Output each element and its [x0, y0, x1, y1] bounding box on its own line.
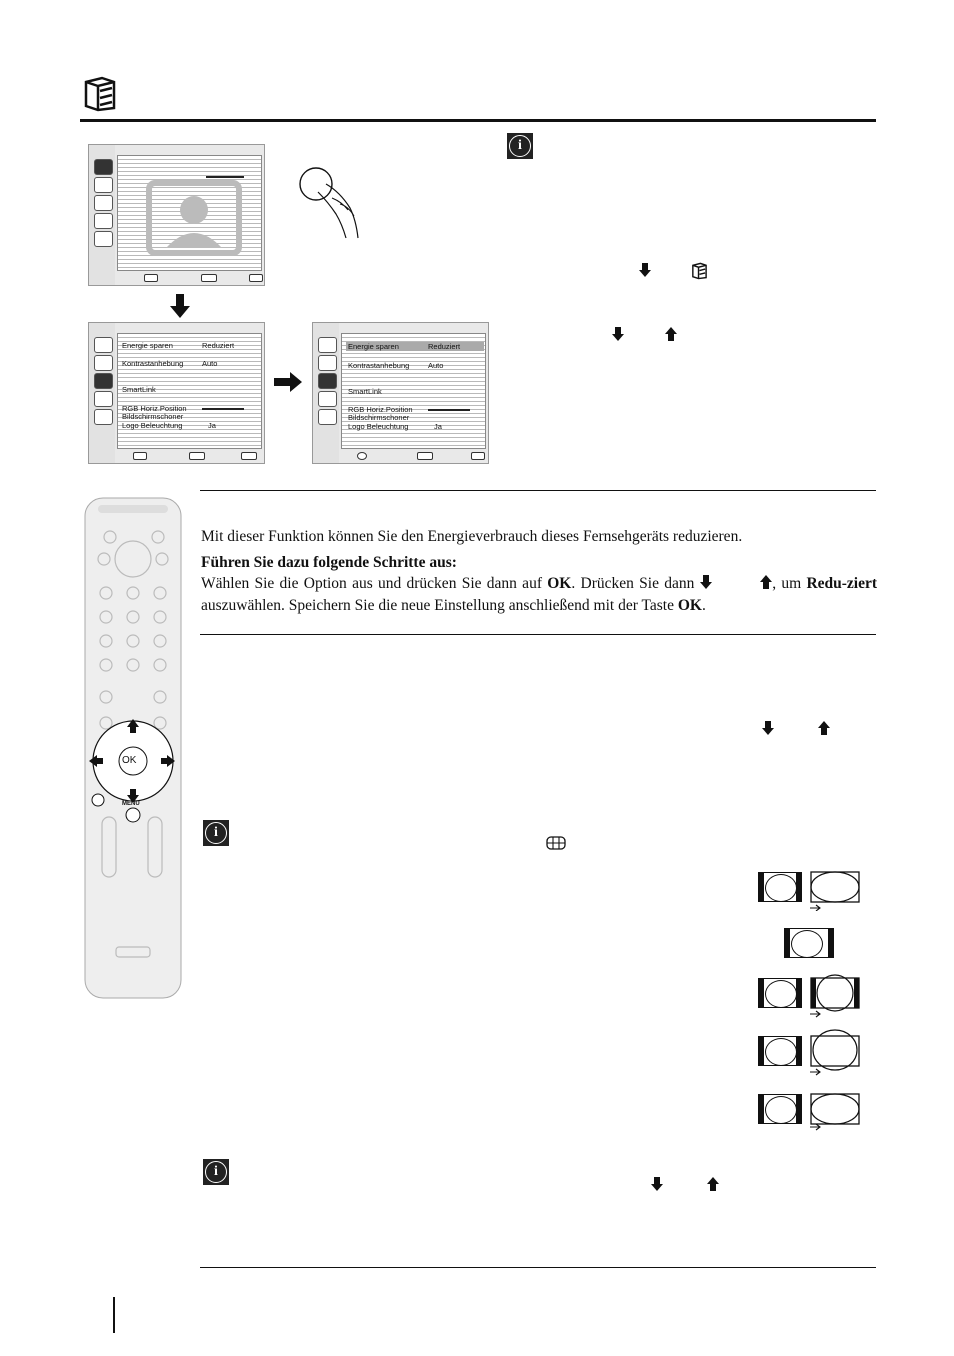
hand-press-icon: [296, 162, 364, 242]
arrow-up-icon: [665, 327, 677, 346]
aspect-illustration: [758, 872, 862, 902]
aspect-illustration: [758, 1094, 862, 1124]
section-intro: Mit dieser Funktion können Sie den Energieverbrauch dieses Fernsehgeräts reduzieren.: [201, 528, 743, 545]
menu-value: Ja: [208, 421, 216, 430]
setup-drawer-icon: [80, 76, 118, 112]
section-rule: [200, 634, 876, 635]
menu-item[interactable]: RGB Horiz.Position: [348, 405, 413, 414]
menu-item[interactable]: Logo Beleuchtung: [348, 422, 409, 431]
arrow-down-icon: [612, 327, 624, 346]
arrow-down-icon: [639, 263, 651, 282]
menu-item[interactable]: Energie sparen: [122, 341, 173, 350]
page-marker: [113, 1297, 115, 1333]
menu-value: Reduziert: [202, 341, 235, 350]
ok-button[interactable]: OK: [122, 755, 137, 766]
menu-value: Reduziert: [428, 342, 461, 351]
aspect-illustration: [758, 1036, 862, 1066]
steps-heading: Führen Sie dazu folgende Schritte aus:: [201, 554, 457, 571]
arrow-down-icon: [762, 721, 774, 740]
arrow-down-icon: [170, 294, 190, 323]
aspect-illustration: [784, 928, 834, 958]
menu-value: Ja: [434, 422, 442, 431]
info-icon: i: [203, 1159, 229, 1185]
header-rule: [80, 119, 876, 122]
section-rule: [200, 1267, 876, 1268]
menu-item[interactable]: SmartLink: [122, 385, 156, 394]
menu-button-label[interactable]: MENU: [122, 801, 140, 807]
info-icon: i: [203, 820, 229, 846]
menu-item[interactable]: SmartLink: [348, 387, 382, 396]
menu-item[interactable]: Bildschirmschoner: [348, 413, 410, 422]
aspect-illustration: [758, 978, 862, 1008]
menu-screen-setup-selected: [312, 322, 489, 464]
menu-item[interactable]: Bildschirmschoner: [122, 412, 184, 421]
section-rule: [200, 490, 876, 491]
arrow-up-icon: [818, 721, 830, 740]
menu-item[interactable]: Logo Beleuchtung: [122, 421, 183, 430]
arrow-up-icon: [707, 1177, 719, 1196]
menu-item[interactable]: Kontrastanhebung: [348, 361, 410, 370]
arrow-down-icon: [700, 575, 712, 589]
setup-drawer-icon: [690, 262, 708, 285]
arrow-up-icon: [760, 575, 772, 589]
menu-screen-picture: [88, 144, 265, 286]
arrow-down-icon: [651, 1177, 663, 1196]
menu-value: Auto: [202, 359, 218, 368]
info-icon: i: [507, 133, 533, 159]
wide-format-icon: [546, 836, 566, 855]
menu-item-selected[interactable]: Energie sparen: [348, 342, 399, 351]
menu-item[interactable]: Kontrastanhebung: [122, 359, 184, 368]
steps-text: Wählen Sie die Option aus und drücken Sie dann auf OK. Drücken Sie dann , um Redu-ziert auszuwählen. Speichern Sie die neue Einstellung anschließend mit der Taste OK.: [201, 575, 878, 614]
remote-control: [84, 497, 182, 999]
menu-screen-setup: [88, 322, 265, 464]
arrow-right-icon: [274, 372, 302, 397]
menu-value: Auto: [428, 361, 444, 370]
menu-item[interactable]: RGB Horiz.Position: [122, 404, 187, 413]
